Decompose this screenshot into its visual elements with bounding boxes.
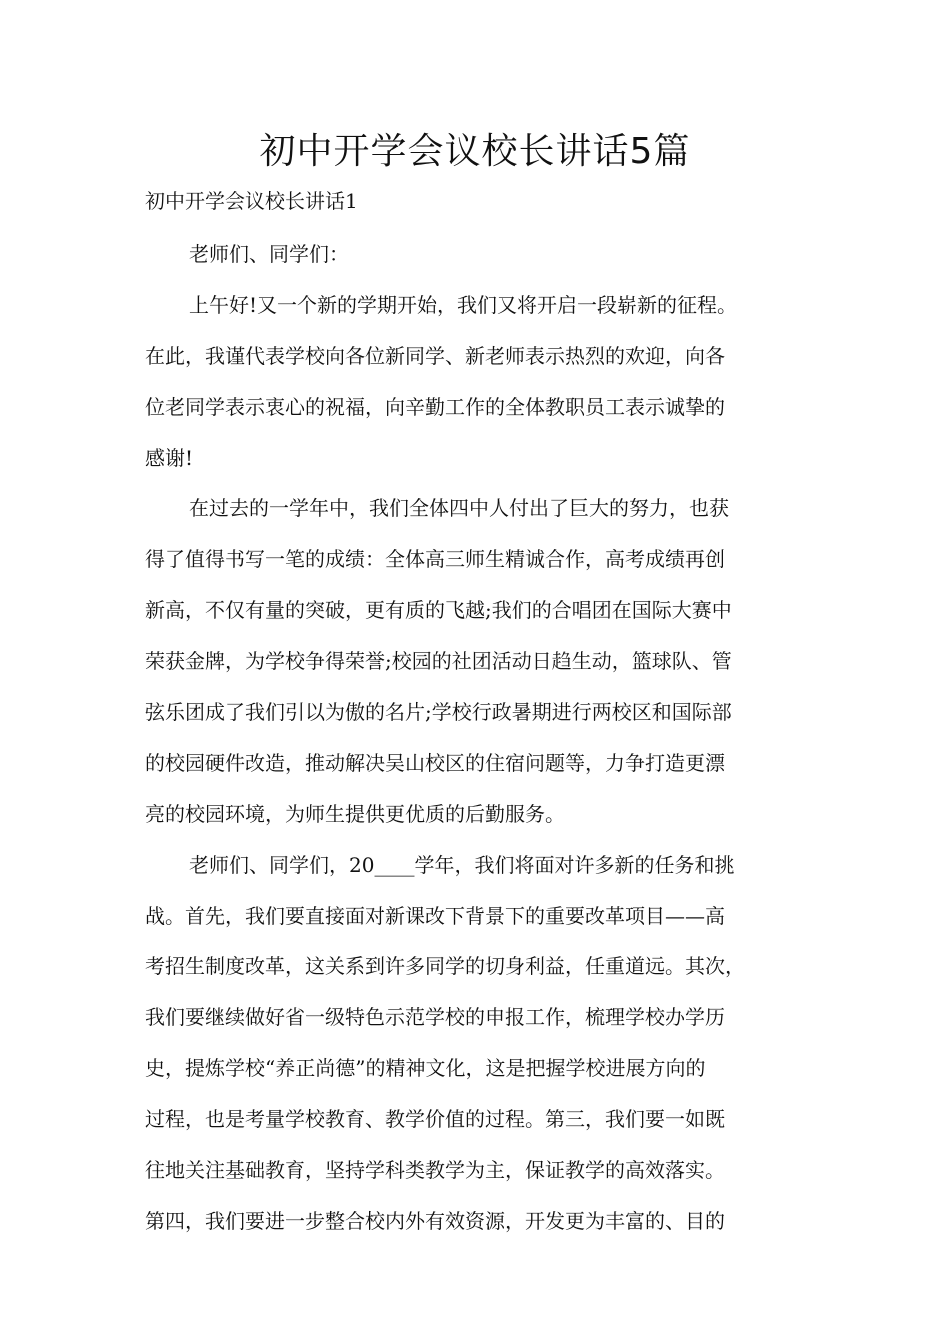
paragraph-line: 亮的校园环境，为师生提供更优质的后勤服务。 (145, 801, 565, 826)
paragraph-line: 往地关注基础教育，坚持学科类教学为主，保证教学的高效落实。 (145, 1158, 725, 1183)
document-body (145, 236, 810, 1254)
document-title: 初中开学会议校长讲话5篇 (259, 131, 691, 172)
paragraph-line: 过程，也是考量学校教育、教学价值的过程。第三，我们要一如既 (145, 1107, 725, 1132)
paragraph-line: 考招生制度改革，这关系到许多同学的切身利益，任重道远。其次， (145, 954, 745, 979)
paragraph-line: 感谢! (145, 445, 194, 470)
section-heading: 初中开学会议校长讲话1 (145, 189, 358, 213)
paragraph-line: 战。首先，我们要直接面对新课改下背景下的重要改革项目——高 (145, 903, 725, 928)
paragraph-line: 得了值得书写一笔的成绩：全体高三师生精诚合作，高考成绩再创 (145, 547, 725, 572)
paragraph-line: 新高，不仅有量的突破，更有质的飞越;我们的合唱团在国际大赛中 (145, 598, 732, 623)
paragraph-line: 的校园硬件改造，推动解决吴山校区的住宿问题等，力争打造更漂 (145, 750, 725, 775)
paragraph-line: 老师们、同学们： (189, 242, 349, 266)
paragraph-line: 在过去的一学年中，我们全体四中人付出了巨大的努力，也获 (189, 496, 729, 521)
paragraph-line: 在此，我谨代表学校向各位新同学、新老师表示热烈的欢迎，向各 (145, 343, 725, 368)
paragraph-line: 第四，我们要进一步整合校内外有效资源，开发更为丰富的、目的 (145, 1208, 725, 1233)
paragraph-line: 老师们、同学们，20____学年，我们将面对许多新的任务和挑 (189, 852, 735, 877)
paragraph-line: 上午好!又一个新的学期开始，我们又将开启一段崭新的征程。 (189, 292, 738, 317)
paragraph-line: 荣获金牌，为学校争得荣誉;校园的社团活动日趋生动，篮球队、管 (145, 649, 732, 674)
paragraph-line: 位老同学表示衷心的祝福，向辛勤工作的全体教职员工表示诚挚的 (145, 394, 725, 419)
paragraph-line: 我们要继续做好省一级特色示范学校的申报工作，梳理学校办学历 (145, 1005, 725, 1030)
paragraph-line: 弦乐团成了我们引以为傲的名片;学校行政暑期进行两校区和国际部 (145, 700, 732, 725)
paragraph-line: 史，提炼学校“养正尚德”的精神文化，这是把握学校进展方向的 (145, 1056, 706, 1081)
